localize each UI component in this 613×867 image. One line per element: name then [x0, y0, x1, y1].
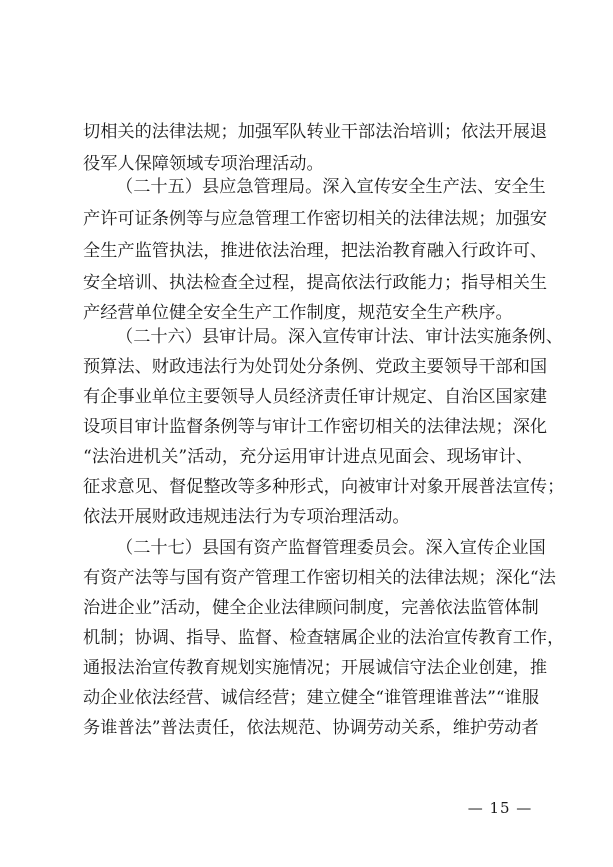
- body-text-line: 全生产监管执法，推进依法治理，把法治教育融入行政许可、: [83, 241, 548, 261]
- body-text-line: 依法开展财政违规违法行为专项治理活动。: [83, 507, 410, 527]
- body-text-line: 切相关的法律法规；加强军队转业干部法治培训；依法开展退: [83, 122, 548, 142]
- body-text: 深入宣传安全生产法、安全生: [322, 177, 546, 197]
- body-text-line: 务谁普法”普法责任，依法规范、协调劳动关系，维护劳动者: [83, 718, 539, 738]
- body-text-line: 机制；协调、指导、监督、检查辖属企业的法治宣传教育工作，: [83, 628, 565, 648]
- section-heading: （二十六）县审计局。: [116, 327, 288, 347]
- body-text-line: 产经营单位健全安全生产工作制度，规范安全生产秩序。: [83, 303, 513, 323]
- body-text-line: 通报法治宣传教育规划实施情况；开展诚信守法企业创建，推: [83, 658, 548, 678]
- paragraph-first-line: [116, 533, 546, 563]
- body-text: 深入宣传审计法、审计法实施条例、: [287, 327, 563, 347]
- body-text-line: 有资产法等与国有资产管理工作密切相关的法律法规；深化“法: [83, 568, 556, 588]
- body-text-line: 治进企业”活动，健全企业法律顾问制度，完善依法监管体制: [83, 598, 539, 618]
- body-text-line: 征求意见、督促整改等多种形式，向被审计对象开展普法宣传；: [83, 477, 565, 497]
- body-text-line: 设项目审计监督条例等与审计工作密切相关的法律法规；深化: [83, 417, 548, 437]
- body-text-line: 预算法、财政违法行为处罚处分条例、党政主要领导干部和国: [83, 357, 548, 377]
- paragraph-first-line: [116, 172, 546, 202]
- body-text-line: 役军人保障领域专项治理活动。: [83, 154, 324, 174]
- page-number: — 15 —: [467, 799, 533, 817]
- body-text-line: “法治进机关”活动，充分运用审计进点见面会、现场审计、: [83, 447, 533, 467]
- body-text-line: 产许可证条例等与应急管理工作密切相关的法律法规；加强安: [83, 209, 548, 229]
- section-heading: （二十五）县应急管理局。: [116, 177, 323, 197]
- body-text-line: 安全培训、执法检查全过程，提高依法行政能力；指导相关生: [83, 273, 548, 293]
- body-text-line: 有企事业单位主要领导人员经济责任审计规定、自治区国家建: [83, 387, 548, 407]
- body-text-line: 动企业依法经营、诚信经营；建立健全“谁管理谁普法”“谁服: [83, 688, 540, 708]
- body-text: 深入宣传企业国: [425, 538, 546, 558]
- paragraph-first-line: [116, 322, 563, 352]
- section-heading: （二十七）县国有资产监督管理委员会。: [116, 538, 426, 558]
